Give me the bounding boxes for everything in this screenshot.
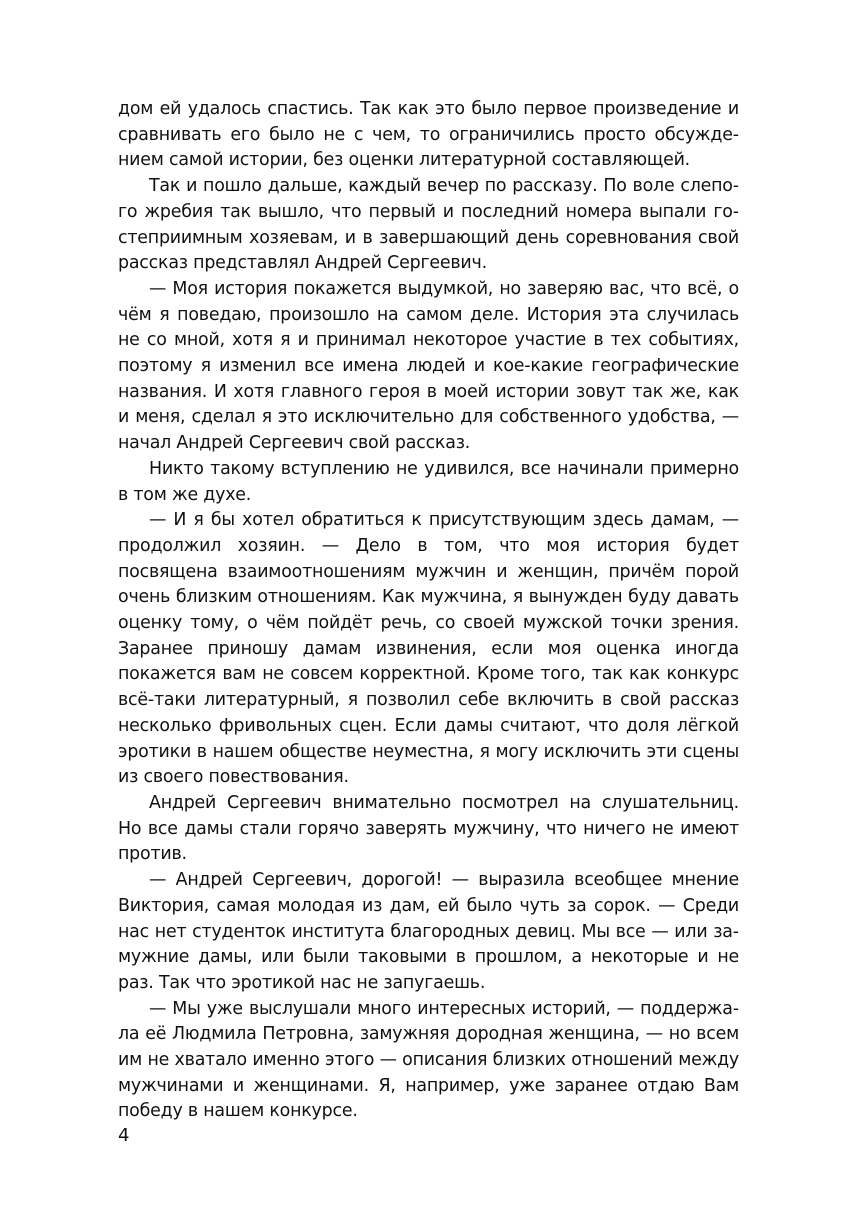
paragraph-8: — Мы уже выслушали много интересных историй, — поддержала её Людмила Петровна, замужняя дородная женщина, — но всем им не хватало именно этого — описания близких отношений между мужчинами и женщинами. Я, например, уже заранее отдаю Вам победу в нашем конкурсе. — [118, 998, 739, 1122]
paragraph-3: — Моя история покажется выдумкой, но заверяю вас, что всё, о чём я поведаю, произошло на самом деле. История эта случилась не со мной, хотя я и принимал некоторое участие в тех событиях, поэтому я изменил все имена людей и кое-какие географические названия. И хотя главного героя в моей истории зовут так же, как и меня, сделал я это исключительно для собственного удобства, — начал Андрей Сергеевич свой рассказ. — [118, 278, 739, 454]
paragraph-5: — И я бы хотел обратиться к присутствующим здесь дамам, — продолжил хозяин. — Дело в том, что моя история будет посвящена взаимоотношениям мужчин и женщин, причём порой очень близким отношениям. Как мужчина, я вынужден буду давать оценку тому, о чём пойдёт речь, со своей мужской точки зрения. Заранее приношу дамам извинения, если моя оценка иногда покажется вам не совсем корректной. Кроме того, так как конкурс всё-таки литературный, я позволил себе включить в свой рассказ несколько фривольных сцен. Если дамы считают, что доля лёгкой эротики в нашем обществе неуместна, я могу исключить эти сцены из своего повествования. — [118, 510, 739, 788]
page-body — [118, 97, 739, 1125]
paragraph-6: Андрей Сергеевич внимательно посмотрел на слушательниц. Но все дамы стали горячо заверять мужчину, что ничего не имеют против. — [118, 792, 739, 865]
paragraph-2: Так и пошло дальше, каждый вечер по рассказу. По воле слепого жребия так вышло, что первый и последний номера выпали гостеприимным хозяевам, и в завершающий день соревнования свой рассказ представлял Андрей Сергеевич. — [118, 176, 739, 274]
page-number: 4 — [118, 1125, 130, 1146]
paragraph-7: — Андрей Сергеевич, дорогой! — выразила всеобщее мнение Виктория, самая молодая из дам, ей было чуть за сорок. — Среди нас нет студенток института благородных девиц. Мы все — или замужние дамы, или были таковыми в прошлом, а некоторые и не раз. Так что эротикой нас не запугаешь. — [118, 870, 739, 993]
paragraph-1: дом ей удалось спастись. Так как это было первое произведение и сравнивать его было не с чем, то ограничились просто обсуждением самой истории, без оценки литературной составляющей. — [118, 99, 739, 171]
paragraph-4: Никто такому вступлению не удивился, все начинали примерно в том же духе. — [118, 458, 739, 505]
